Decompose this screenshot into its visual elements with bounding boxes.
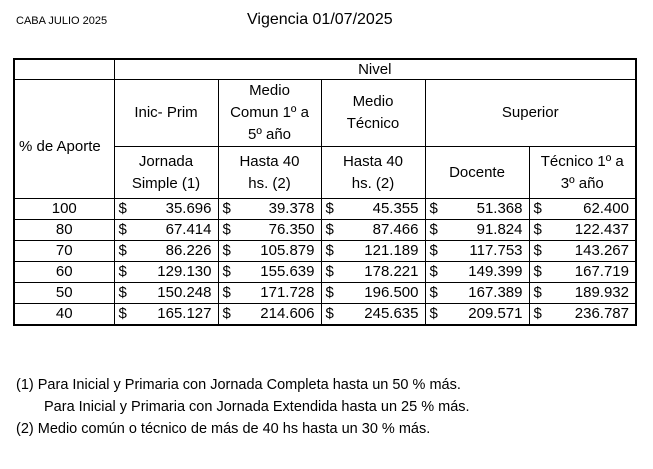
table-row: [14, 304, 636, 326]
salary-amount: 62.400: [583, 200, 629, 217]
currency-symbol: $: [533, 221, 542, 238]
salary-value-cell: [425, 199, 529, 220]
salary-amount: 209.571: [468, 305, 523, 322]
salary-amount: 121.189: [364, 242, 419, 259]
salary-rows: [14, 199, 636, 326]
table-row: [14, 283, 636, 304]
salary-amount: 196.500: [364, 284, 419, 301]
salary-amount: 165.127: [157, 305, 212, 322]
currency-symbol: $: [533, 305, 542, 322]
validity-date: Vigencia 01/07/2025: [247, 11, 393, 28]
salary-amount: 150.248: [157, 284, 212, 301]
footnote-1b: Para Inicial y Primaria con Jornada Extendida hasta un 25 % más.: [44, 399, 470, 415]
salary-value-cell: [529, 220, 636, 241]
footnote-2: (2) Medio común o técnico de más de 40 hs hasta un 30 % más.: [16, 421, 431, 437]
salary-amount: 86.226: [165, 242, 212, 259]
currency-symbol: $: [533, 284, 542, 301]
currency-symbol: $: [222, 305, 231, 322]
currency-symbol: $: [429, 284, 438, 301]
currency-symbol: $: [118, 284, 127, 301]
level-header-superior: Superior: [425, 80, 636, 147]
salary-amount: 105.879: [260, 242, 315, 259]
salary-amount: 189.932: [574, 284, 629, 301]
salary-amount: 167.389: [468, 284, 523, 301]
subheader-medio-tecnico-hours: [321, 147, 425, 199]
salary-table: [13, 58, 637, 326]
salary-amount: 76.350: [268, 221, 315, 238]
salary-value-cell: [218, 199, 321, 220]
aporte-percent-cell: 100: [14, 199, 114, 220]
salary-amount: 129.130: [157, 263, 212, 280]
currency-symbol: $: [429, 242, 438, 259]
salary-value-cell: [321, 262, 425, 283]
salary-value-cell: [114, 283, 218, 304]
currency-symbol: $: [118, 221, 127, 238]
table-row: [14, 262, 636, 283]
salary-value-cell: [114, 304, 218, 326]
salary-value-cell: [425, 241, 529, 262]
salary-amount: 178.221: [364, 263, 419, 280]
aporte-percent-cell: 60: [14, 262, 114, 283]
currency-symbol: $: [429, 263, 438, 280]
salary-amount: 45.355: [372, 200, 419, 217]
salary-amount: 214.606: [260, 305, 315, 322]
currency-symbol: $: [325, 284, 334, 301]
salary-value-cell: [321, 220, 425, 241]
salary-value-cell: [114, 241, 218, 262]
aporte-percent-cell: 80: [14, 220, 114, 241]
currency-symbol: $: [222, 284, 231, 301]
salary-value-cell: [529, 283, 636, 304]
salary-value-cell: [321, 241, 425, 262]
currency-symbol: $: [325, 200, 334, 217]
subheader-medio-comun-hours-label: Hasta 40 hs. (2): [239, 152, 300, 192]
aporte-header-label: % de Aporte: [19, 138, 101, 155]
salary-value-cell: [529, 304, 636, 326]
salary-value-cell: [529, 262, 636, 283]
table-row: [14, 220, 636, 241]
salary-value-cell: [218, 241, 321, 262]
currency-symbol: $: [222, 242, 231, 259]
level-header-medio-tecnico-label: Medio Técnico: [346, 93, 400, 132]
aporte-percent-cell: 50: [14, 283, 114, 304]
salary-value-cell: [218, 304, 321, 326]
salary-value-cell: [425, 283, 529, 304]
subheader-jornada-simple: [114, 147, 218, 199]
currency-symbol: $: [429, 221, 438, 238]
table-row: [14, 199, 636, 220]
currency-symbol: $: [118, 242, 127, 259]
salary-value-cell: [114, 199, 218, 220]
currency-symbol: $: [222, 221, 231, 238]
currency-symbol: $: [118, 200, 127, 217]
level-header-medio-comun-label: Medio Comun 1º a 5º año: [230, 82, 309, 143]
currency-symbol: $: [222, 263, 231, 280]
salary-value-cell: [218, 220, 321, 241]
salary-value-cell: [218, 283, 321, 304]
subheader-tecnico: [529, 147, 636, 199]
salary-amount: 67.414: [165, 221, 212, 238]
salary-value-cell: [218, 262, 321, 283]
currency-symbol: $: [325, 305, 334, 322]
salary-amount: 87.466: [372, 221, 419, 238]
subheader-tecnico-label: Técnico 1º a 3º año: [540, 152, 624, 192]
salary-amount: 91.824: [476, 221, 523, 238]
salary-value-cell: [425, 304, 529, 326]
salary-value-cell: [425, 220, 529, 241]
salary-amount: 39.378: [268, 200, 315, 217]
salary-amount: 245.635: [364, 305, 419, 322]
subheader-jornada-simple-label: Jornada Simple (1): [131, 152, 201, 192]
salary-amount: 122.437: [574, 221, 629, 238]
salary-amount: 167.719: [574, 263, 629, 280]
salary-value-cell: [529, 241, 636, 262]
level-header-medio-comun: [218, 80, 321, 147]
aporte-percent-cell: 70: [14, 241, 114, 262]
currency-symbol: $: [325, 242, 334, 259]
salary-value-cell: [114, 220, 218, 241]
nivel-header: Nivel: [114, 59, 636, 80]
salary-amount: 51.368: [476, 200, 523, 217]
salary-value-cell: [321, 283, 425, 304]
currency-symbol: $: [533, 200, 542, 217]
subheader-medio-tecnico-hours-label: Hasta 40 hs. (2): [342, 152, 404, 192]
subheader-docente: Docente: [425, 147, 529, 199]
aporte-header: [14, 80, 114, 199]
table-row: [14, 241, 636, 262]
salary-value-cell: [425, 262, 529, 283]
aporte-percent-cell: 40: [14, 304, 114, 326]
salary-amount: 155.639: [260, 263, 315, 280]
salary-amount: 171.728: [260, 284, 315, 301]
subheader-medio-comun-hours: [218, 147, 321, 199]
salary-amount: 35.696: [165, 200, 212, 217]
salary-value-cell: [114, 262, 218, 283]
currency-symbol: $: [533, 242, 542, 259]
salary-amount: 236.787: [574, 305, 629, 322]
level-header-medio-tecnico: [321, 80, 425, 147]
currency-symbol: $: [533, 263, 542, 280]
currency-symbol: $: [325, 221, 334, 238]
salary-amount: 149.399: [468, 263, 523, 280]
level-header-inicial: Inic- Prim: [114, 80, 218, 147]
currency-symbol: $: [222, 200, 231, 217]
footnote-1: (1) Para Inicial y Primaria con Jornada Completa hasta un 50 % más.: [16, 377, 461, 393]
document-tag: CABA JULIO 2025: [16, 15, 108, 27]
footnotes: [16, 374, 470, 440]
salary-amount: 143.267: [574, 242, 629, 259]
currency-symbol: $: [118, 305, 127, 322]
currency-symbol: $: [325, 263, 334, 280]
salary-value-cell: [321, 199, 425, 220]
currency-symbol: $: [118, 263, 127, 280]
salary-value-cell: [529, 199, 636, 220]
salary-value-cell: [321, 304, 425, 326]
currency-symbol: $: [429, 200, 438, 217]
currency-symbol: $: [429, 305, 438, 322]
salary-amount: 117.753: [469, 242, 523, 259]
